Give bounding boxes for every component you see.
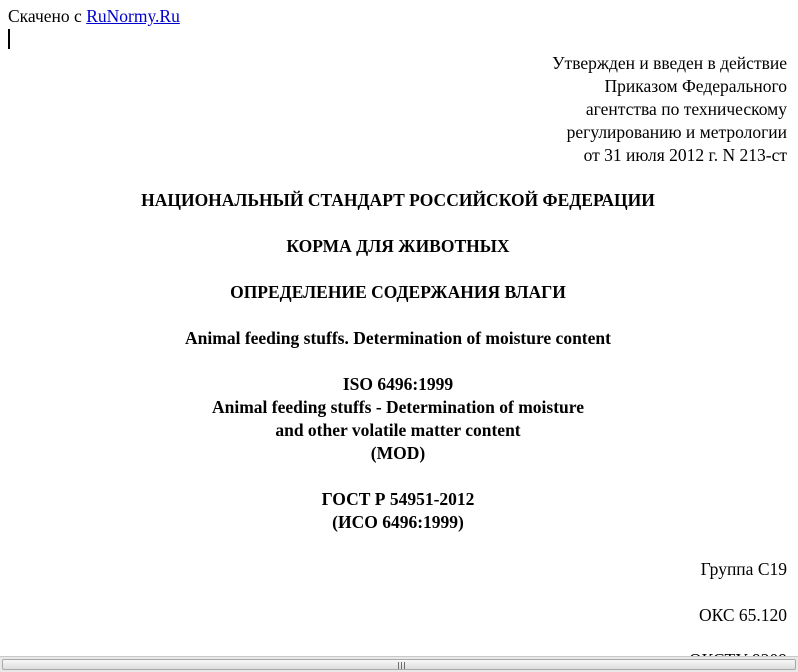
approval-line: Приказом Федерального [604, 76, 787, 96]
horizontal-scrollbar[interactable] [0, 656, 798, 672]
approval-line: агентства по техническому [585, 99, 787, 119]
approval-block [552, 52, 787, 167]
iso-title-line-1: Animal feeding stuffs - Determination of moisture [212, 397, 584, 417]
downloaded-from-line [8, 6, 180, 26]
scrollbar-thumb[interactable] [2, 659, 796, 670]
oks-code: ОКС 65.120 [698, 605, 787, 625]
iso-title-line-2: and other volatile matter content [275, 420, 521, 440]
standard-type-heading: НАЦИОНАЛЬНЫЙ СТАНДАРТ РОССИЙСКОЙ ФЕДЕРАЦИИ [141, 190, 655, 210]
runormy-link[interactable]: RuNormy.Ru [86, 6, 180, 26]
iso-code: ISO 6496:1999 [342, 374, 454, 394]
subject-heading: КОРМА ДЛЯ ЖИВОТНЫХ [286, 236, 510, 256]
gost-iso-reference: (ИСО 6496:1999) [332, 512, 464, 532]
standard-name-heading: ОПРЕДЕЛЕНИЕ СОДЕРЖАНИЯ ВЛАГИ [230, 282, 566, 302]
approval-line: от 31 июля 2012 г. N 213-ст [583, 145, 787, 165]
text-cursor [8, 29, 10, 49]
downloaded-prefix: Скачено с [8, 6, 87, 26]
grip-icon [397, 662, 406, 669]
english-name-heading: Animal feeding stuffs. Determination of moisture content [185, 328, 611, 348]
iso-reference-block [0, 373, 796, 465]
gost-designation-block [0, 488, 796, 534]
approval-line: регулированию и метрологии [566, 122, 787, 142]
approval-line: Утвержден и введен в действие [552, 53, 787, 73]
gost-code: ГОСТ Р 54951-2012 [321, 489, 475, 509]
group-code: Группа С19 [700, 559, 787, 579]
iso-modifier: (MOD) [370, 443, 426, 463]
